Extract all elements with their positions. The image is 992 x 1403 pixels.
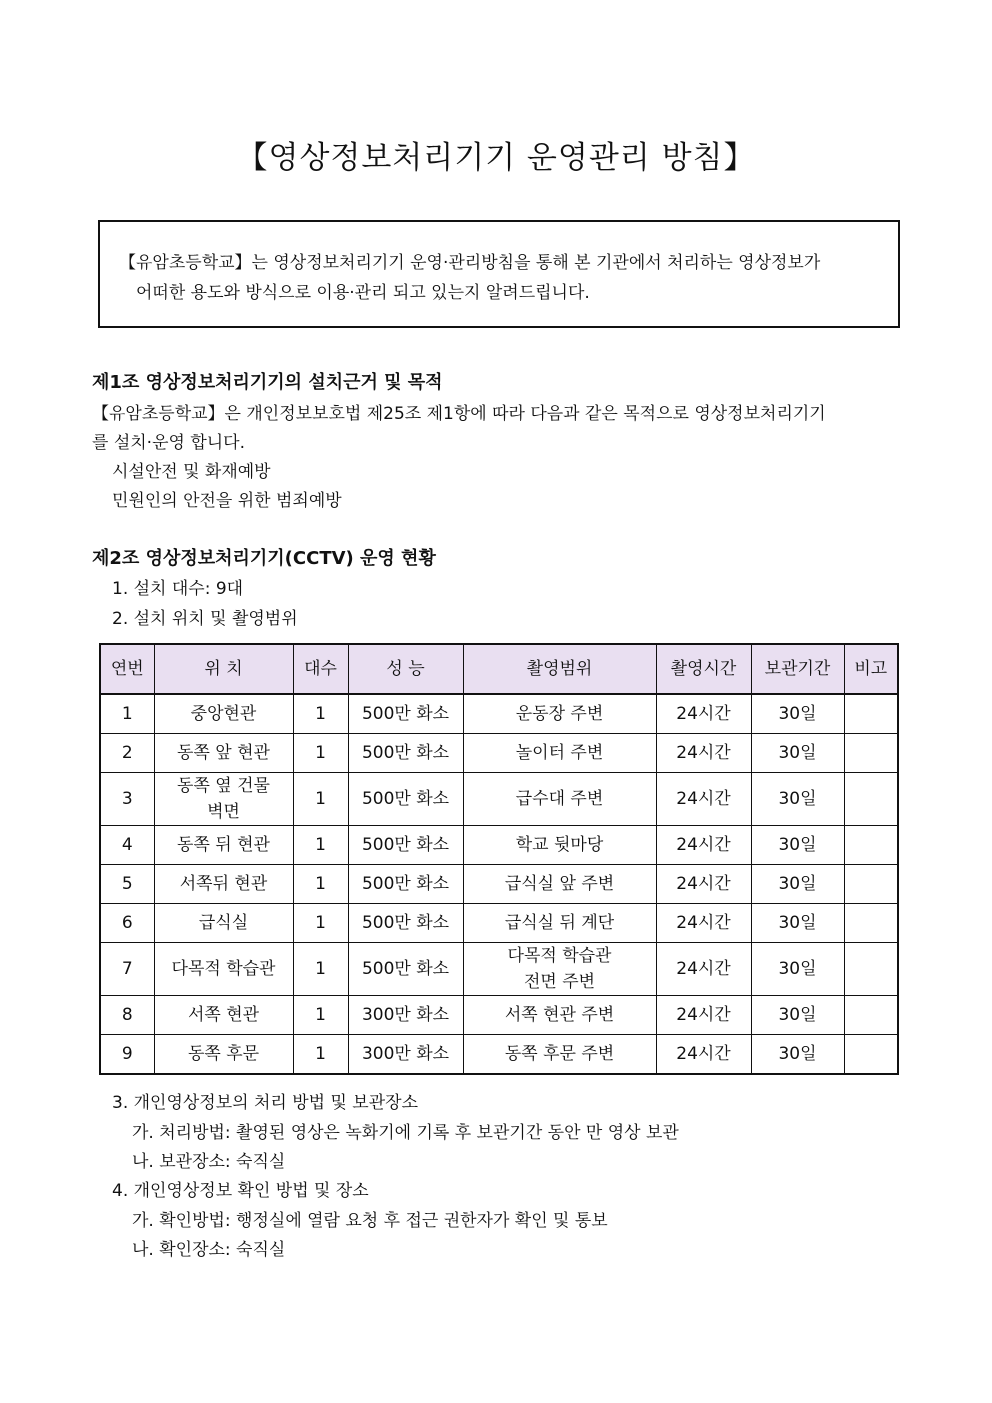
cell-count: 1 — [293, 1035, 348, 1075]
cell-spec: 500만 화소 — [348, 865, 463, 904]
cell-retention: 30일 — [751, 996, 844, 1035]
col-header-note: 비고 — [844, 644, 898, 694]
cell-time: 24시간 — [656, 826, 751, 865]
cell-time: 24시간 — [656, 904, 751, 943]
table-row — [100, 826, 898, 865]
article2-heading: 제2조 영상정보처리기기(CCTV) 운영 현황 — [92, 548, 436, 569]
cell-spec: 500만 화소 — [348, 773, 463, 826]
article2-item4-heading: 4. 개인영상정보 확인 방법 및 장소 — [112, 1181, 369, 1201]
cell-range: 동쪽 후문 주변 — [463, 1035, 656, 1075]
cell-note — [844, 1035, 898, 1075]
col-header-location: 위 치 — [154, 644, 293, 694]
cell-spec: 300만 화소 — [348, 996, 463, 1035]
article2-item3-heading: 3. 개인영상정보의 처리 방법 및 보관장소 — [112, 1093, 418, 1113]
document-title: 【영상정보처리기기 운영관리 방침】 — [236, 140, 756, 176]
cell-spec: 500만 화소 — [348, 943, 463, 996]
cell-time: 24시간 — [656, 773, 751, 826]
cell-no: 8 — [100, 996, 154, 1035]
purpose-item: 시설안전 및 화재예방 — [112, 462, 271, 482]
cell-no: 9 — [100, 1035, 154, 1075]
cell-time: 24시간 — [656, 734, 751, 773]
table-row — [100, 694, 898, 734]
purpose-item: 민원인의 안전을 위한 범죄예방 — [112, 491, 342, 511]
article2-item3-b: 나. 보관장소: 숙직실 — [132, 1152, 286, 1172]
article2-item4-b: 나. 확인장소: 숙직실 — [132, 1240, 286, 1260]
cell-range: 급식실 앞 주변 — [463, 865, 656, 904]
col-header-time: 촬영시간 — [656, 644, 751, 694]
cell-note — [844, 773, 898, 826]
table-header-row — [100, 644, 898, 694]
cell-location: 서쪽 현관 — [154, 996, 293, 1035]
table-row — [100, 865, 898, 904]
cell-no: 2 — [100, 734, 154, 773]
cell-location: 동쪽 앞 현관 — [154, 734, 293, 773]
col-header-count: 대수 — [293, 644, 348, 694]
cell-location: 다목적 학습관 — [154, 943, 293, 996]
cell-range: 급수대 주변 — [463, 773, 656, 826]
col-header-retention: 보관기간 — [751, 644, 844, 694]
article1-body-line2: 를 설치·운영 합니다. — [92, 433, 245, 453]
cell-range-line1: 다목적 학습관 — [507, 946, 612, 966]
cell-range: 급식실 뒤 계단 — [463, 904, 656, 943]
cell-time: 24시간 — [656, 996, 751, 1035]
article2-item4-a: 가. 확인방법: 행정실에 열람 요청 후 접근 권한자가 확인 및 통보 — [132, 1211, 608, 1231]
cell-no: 6 — [100, 904, 154, 943]
table-row — [100, 734, 898, 773]
cell-time: 24시간 — [656, 1035, 751, 1075]
cell-retention: 30일 — [751, 943, 844, 996]
cell-spec: 500만 화소 — [348, 734, 463, 773]
cell-count: 1 — [293, 943, 348, 996]
col-header-range: 촬영범위 — [463, 644, 656, 694]
cell-location: 중앙현관 — [154, 694, 293, 734]
cell-spec: 500만 화소 — [348, 694, 463, 734]
table-row — [100, 773, 898, 826]
cell-no: 5 — [100, 865, 154, 904]
cell-retention: 30일 — [751, 773, 844, 826]
cell-count: 1 — [293, 773, 348, 826]
article1-body-line1: 【유암초등학교】은 개인정보보호법 제25조 제1항에 따라 다음과 같은 목적으로 영상정보처리기기 — [92, 404, 826, 424]
table-row — [100, 996, 898, 1035]
cell-count: 1 — [293, 904, 348, 943]
cell-note — [844, 865, 898, 904]
cell-retention: 30일 — [751, 1035, 844, 1075]
cell-spec: 500만 화소 — [348, 904, 463, 943]
cell-retention: 30일 — [751, 694, 844, 734]
col-header-spec: 성 능 — [348, 644, 463, 694]
cell-spec: 300만 화소 — [348, 1035, 463, 1075]
cell-no: 1 — [100, 694, 154, 734]
cell-range: 놀이터 주변 — [463, 734, 656, 773]
cell-retention: 30일 — [751, 734, 844, 773]
cctv-table — [99, 643, 899, 1075]
article1-heading: 제1조 영상정보처리기기의 설치근거 및 목적 — [92, 372, 443, 393]
cell-count: 1 — [293, 826, 348, 865]
cell-no: 4 — [100, 826, 154, 865]
cell-count: 1 — [293, 996, 348, 1035]
cell-spec: 500만 화소 — [348, 826, 463, 865]
cell-location-line1: 동쪽 옆 건물 — [177, 776, 270, 796]
cell-count: 1 — [293, 694, 348, 734]
cell-note — [844, 826, 898, 865]
cell-count: 1 — [293, 865, 348, 904]
cell-range: 학교 뒷마당 — [463, 826, 656, 865]
cell-location: 동쪽 후문 — [154, 1035, 293, 1075]
table-row — [100, 943, 898, 996]
table-row — [100, 1035, 898, 1075]
article2-item1: 1. 설치 대수: 9대 — [112, 579, 244, 599]
cell-range — [463, 943, 656, 996]
article2-item3-a: 가. 처리방법: 촬영된 영상은 녹화기에 기록 후 보관기간 동안 만 영상 보관 — [132, 1123, 679, 1143]
cell-no: 7 — [100, 943, 154, 996]
cell-note — [844, 904, 898, 943]
cell-retention: 30일 — [751, 904, 844, 943]
cell-no: 3 — [100, 773, 154, 826]
cell-note — [844, 943, 898, 996]
table-row — [100, 904, 898, 943]
cell-time: 24시간 — [656, 943, 751, 996]
intro-line-1: 【유암초등학교】는 영상정보처리기기 운영·관리방침을 통해 본 기관에서 처리하는 영상정보가 — [119, 253, 821, 273]
cell-time: 24시간 — [656, 865, 751, 904]
cell-location — [154, 773, 293, 826]
cell-note — [844, 694, 898, 734]
col-header-no: 연번 — [100, 644, 154, 694]
cell-range-line2: 전면 주변 — [523, 972, 596, 992]
article2-item2: 2. 설치 위치 및 촬영범위 — [112, 609, 298, 629]
cell-location: 동쪽 뒤 현관 — [154, 826, 293, 865]
cell-retention: 30일 — [751, 826, 844, 865]
cell-time: 24시간 — [656, 694, 751, 734]
cell-count: 1 — [293, 734, 348, 773]
cell-location: 서쪽뒤 현관 — [154, 865, 293, 904]
cell-retention: 30일 — [751, 865, 844, 904]
cell-range: 서쪽 현관 주변 — [463, 996, 656, 1035]
cell-note — [844, 734, 898, 773]
cell-location-line2: 벽면 — [207, 802, 240, 822]
intro-line-2: 어떠한 용도와 방식으로 이용·관리 되고 있는지 알려드립니다. — [136, 283, 590, 303]
cell-range: 운동장 주변 — [463, 694, 656, 734]
cell-note — [844, 996, 898, 1035]
cell-location: 급식실 — [154, 904, 293, 943]
